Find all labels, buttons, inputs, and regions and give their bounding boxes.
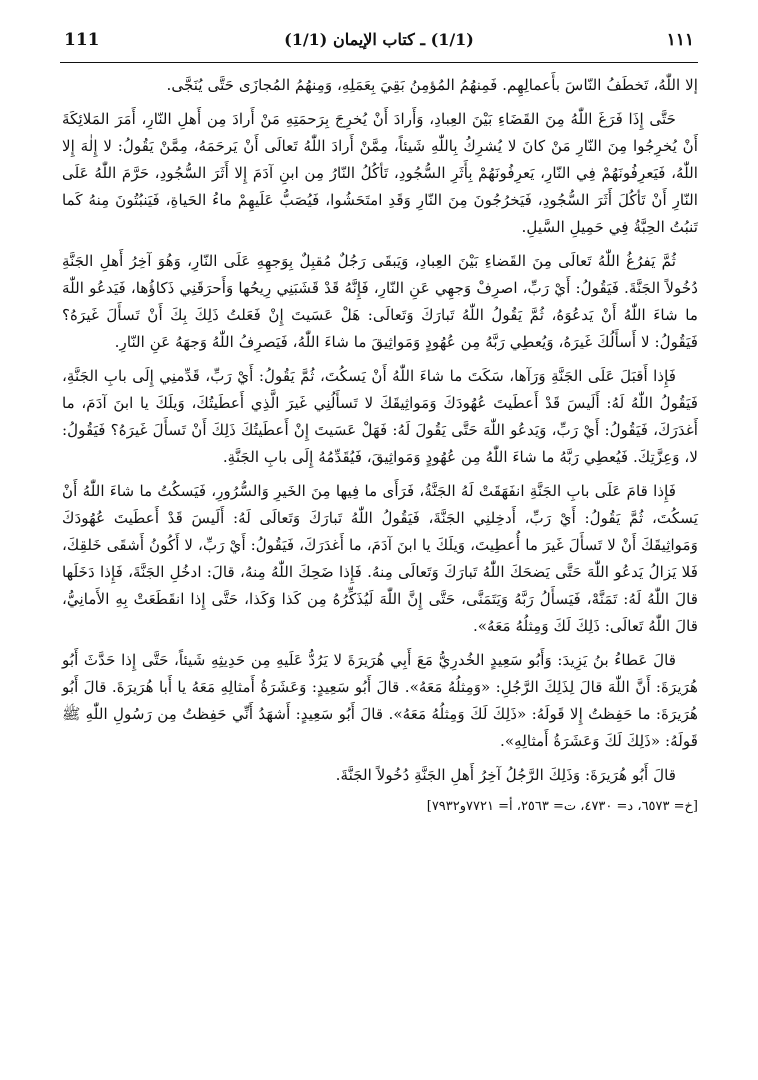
paragraph: فَإِذا أَقبَلَ عَلَى الجَنَّةِ وَرَآها، سَكَتَ ما شاءَ اللّٰهُ أَنْ يَسكُتَ، ثُمَّ يَقُولُ: أَيْ رَبِّ، قَدِّمنِي إِلَى بابِ الجَنَّةِ، فَيَقُولُ اللّٰهُ لَهُ: أَلَيسَ قَدْ أَعطَيتَ عُهُودَكَ وَمَواثِيقَكَ لا تَسأَلُنِي غَيرَ الَّذِي أَعطَيتُكَ، وَيلَكَ يا ابنَ آدَمَ، ما أَغدَرَكَ، فَيَقُولُ: أَيْ رَبِّ، وَيَدعُو اللّٰهَ حَتَّى يَقُولَ لَهُ: فَهَلْ عَسَيتَ إِنْ أَعطَيتُكَ ذَلِكَ أَنْ تَسأَلَ غَيرَهُ؟ فَيَقُولُ: لا، وَعِزَّتِكَ. فَيُعطِي رَبَّهُ ما شاءَ اللّٰهُ مِن عُهُودٍ وَمَواثِيقَ، فَيُقَدِّمُهُ إِلَى بابِ الجَنَّةِ. [62, 367, 698, 466]
paragraph: فَإِذا قامَ عَلَى بابِ الجَنَّةِ انفَهَقَتْ لَهُ الجَنَّةُ، فَرَأَى ما فِيها مِنَ الخَيرِ وَالسُّرُورِ، فَيَسكُتُ ما شاءَ اللّٰهُ أَنْ يَسكُتَ، ثُمَّ يَقُولُ: أَيْ رَبِّ، أَدخِلنِي الجَنَّةَ، فَيَقُولُ اللّٰهُ تَبارَكَ وَتَعالَى لَهُ: أَلَيسَ قَدْ أَعطَيتَ عُهُودَكَ وَمَواثِيقَكَ أَنْ لا تَسأَلَ غَيرَ ما أُعطِيتَ، وَيلَكَ يا ابنَ آدَمَ، ما أَغدَرَكَ، فَيَقُولُ: أَيْ رَبِّ، لا أَكُونُ أَشقَى خَلقِكَ، فَلا يَزالُ يَدعُو اللّٰهَ حَتَّى يَضحَكَ اللّٰهُ تَبارَكَ وَتَعالَى مِنهُ. فَإِذا ضَحِكَ اللّٰهُ مِنهُ، قالَ: ادخُلِ الجَنَّةَ، فَإِذا دَخَلَها قالَ اللّٰهُ لَهُ: تَمَنَّهْ، فَيَسأَلُ رَبَّهُ وَيَتَمَنَّى، حَتَّى إِنَّ اللّٰهَ لَيُذَكِّرُهُ مِن كَذا وَكَذا، حَتَّى إِذا انقَطَعَتْ بِهِ الأَمانِيُّ، قالَ اللّٰهُ تَعالَى: ذَلِكَ لَكَ وَمِثلُهُ مَعَهُ». [62, 482, 698, 635]
page-number-latin: 111 [64, 30, 100, 50]
paragraph: حَتَّى إِذَا فَرَغَ اللّٰهُ مِنَ القَضَاءِ بَيْنَ العِبادِ، وَأَرادَ أَنْ يُخرِجَ بِرَحمَتِهِ مَنْ أَرادَ مِن أَهلِ النّارِ، أَمَرَ المَلائِكَةَ أَنْ يُخرِجُوا مِنَ النّارِ مَنْ كانَ لا يُشرِكُ بِاللّٰهِ شَيئاً، مِمَّنْ أَرادَ اللّٰهُ تَعالَى أَنْ يَرحَمَهُ، مِمَّنْ يَقُولُ: لا إِلٰهَ إِلا اللّٰهُ، فَيَعرِفُونَهُمْ فِي النّارِ، يَعرِفُونَهُمْ بِأَثَرِ السُّجُودِ، تَأكُلُ النّارُ مِن ابنِ آدَمَ إِلا أَثَرَ السُّجُودِ، حَرَّمَ اللّٰهُ عَلَى النّارِ أَنْ تَأكُلَ أَثَرَ السُّجُودِ، فَيَخرُجُونَ مِنَ النّارِ وَقَدِ امتَحَشُوا، فَيُصَبُّ عَلَيهِمْ ماءُ الحَياةِ، فَيَنبُتُونَ مِنهُ كَما تَنبُتُ الحِبَّةُ فِي حَمِيلِ السَّيلِ. [62, 110, 698, 236]
paragraph: قالَ أَبُو هُرَيرَةَ: وَذَلِكَ الرَّجُلُ آخِرُ أَهلِ الجَنَّةِ دُخُولاً الجَنَّةَ. [335, 766, 676, 784]
paragraph: قالَ عَطاءُ بنُ يَزِيدَ: وَأَبُو سَعِيدٍ الخُدرِيُّ مَعَ أَبِي هُرَيرَةَ لا يَرُدُّ عَلَيهِ مِن حَدِيثِهِ شَيئاً، حَتَّى إِذا حَدَّثَ أَبُو هُرَيرَةَ: أَنَّ اللّٰهَ قالَ لِذَلِكَ الرَّجُلِ: «وَمِثلُهُ مَعَهُ». قالَ أَبُو سَعِيدٍ: وَعَشَرَةُ أَمثالِهِ مَعَهُ يا أَبا هُرَيرَةَ. قالَ أَبُو هُرَيرَةَ: ما حَفِظتُ إِلا قَولَهُ: «ذَلِكَ لَكَ وَمِثلُهُ مَعَهُ». قالَ أَبُو سَعِيدٍ: أَشهَدُ أَنِّي حَفِظتُ مِن رَسُولِ اللّٰهِ ﷺ قَولَهُ: «ذَلِكَ لَكَ وَعَشَرَةُ أَمثالِهِ». [62, 651, 698, 750]
page-number-arabic: ١١١ [666, 30, 694, 50]
paragraph-continuation: إلا اللّٰهُ، تَخطَفُ النّاسَ بأَعمالِهِم. فَمِنهُمُ المُؤمِنُ بَقِيَ بِعَمَلِهِ، وَمِنهُمُ المُجازَى حَتَّى يُنَجَّى. [166, 76, 698, 94]
page-body [62, 72, 698, 825]
hadith-reference: [خ= ٦٥٧٣، د= ٤٧٣٠، ت= ٢٥٦٣، أ= ٧٧٢١و٧٩٣٢] [426, 799, 698, 814]
running-title: (1/1) ـ كتاب الإيمان (1/1) [284, 30, 474, 49]
header-rule [60, 62, 698, 63]
paragraph: ثُمَّ يَفرُغُ اللّٰهُ تَعالَى مِنَ القَضاءِ بَيْنَ العِبادِ، وَيَبقَى رَجُلٌ مُقبِلٌ بِوَجهِهِ عَلَى النّارِ، وَهُوَ آخِرُ أَهلِ الجَنَّةِ دُخُولاً الجَنَّةَ. فَيَقُولُ: أَيْ رَبِّ، اصرِفْ وَجهِي عَنِ النّارِ، فَإِنَّهُ قَدْ قَشَبَنِي رِيحُها وَأَحرَقَنِي ذَكاؤُها، فَيَدعُو اللّٰهَ ما شاءَ اللّٰهُ أَنْ يَدعُوَهُ، ثُمَّ يَقُولُ اللّٰهُ تَبارَكَ وَتَعالَى: هَلْ عَسَيتَ إِنْ فَعَلتُ ذَلِكَ بِكَ أَنْ تَسأَلَ غَيرَهُ؟ فَيَقُولُ: لا أَسأَلُكَ غَيرَهُ، وَيُعطِي رَبَّهُ مِن عُهُودٍ وَمَواثِيقَ ما شاءَ اللّٰهُ، فَيَصرِفُ اللّٰهُ وَجهَهُ عَنِ النّارِ. [62, 252, 698, 351]
page-header [60, 26, 698, 60]
